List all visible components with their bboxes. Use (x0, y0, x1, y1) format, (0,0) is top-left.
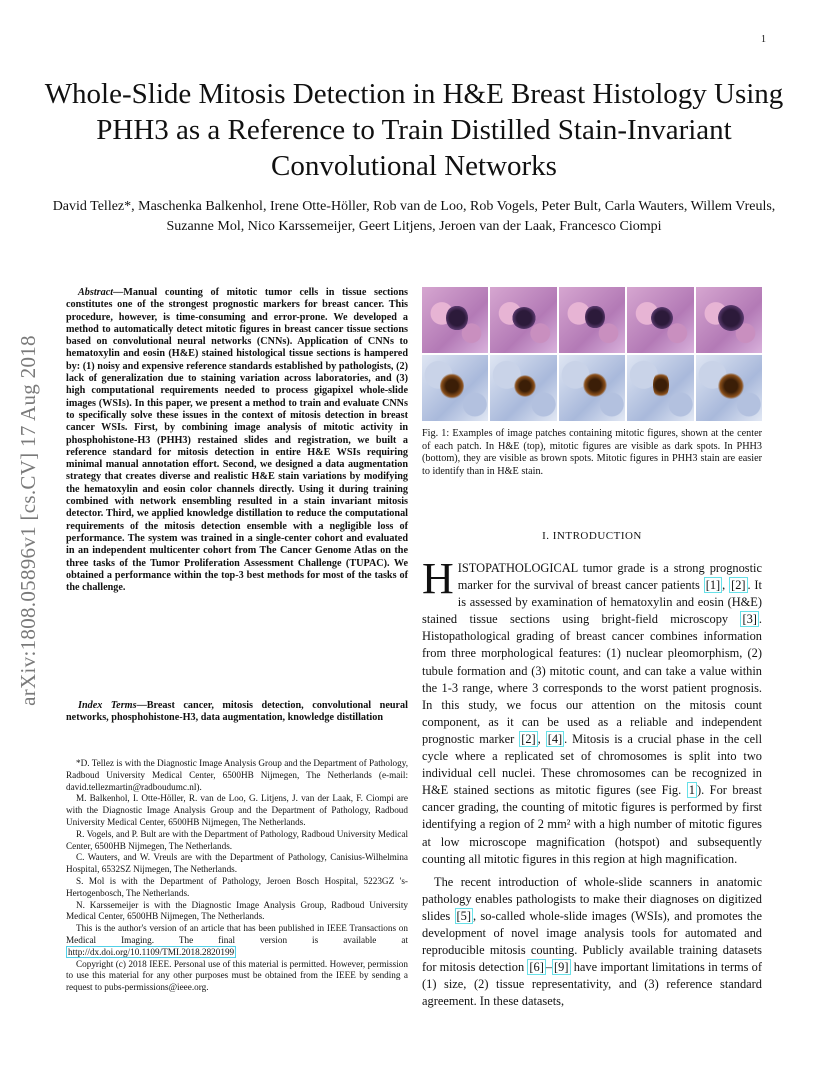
citation-link[interactable]: [3] (742, 612, 757, 627)
intro-text: , (722, 578, 730, 593)
citation-link[interactable]: [9] (554, 960, 569, 975)
introduction-body (422, 554, 763, 1010)
mitotic-figure (718, 305, 744, 331)
citation-link[interactable]: [5] (456, 908, 471, 923)
intro-text: ISTOPATHOLOGICAL tumor grade is a strong prognostic marker for the survival of breast cancer patients (457, 561, 762, 593)
he-patch (422, 287, 488, 353)
figure-1-image-patches (422, 287, 762, 421)
intro-paragraph (422, 554, 763, 868)
intro-text: . Histopathological grading of breast cancer combines information from three morphological features: (1) nuclear pleomorphism, (2) tubule formation and (3) mitotic count, and can take a value within the 1-3 range, where 3 corresponds to the worst patient prognosis. In this study, we focus our attention on the mitosis count component, as it can be used as a reliable and independent prognostic marker (422, 612, 762, 746)
author-list: David Tellez*, Maschenka Balkenhol, Irene Otte-Höller, Rob van de Loo, Rob Vogels, Peter Bult, Carla Wauters, Willem Vreuls, Suzanne Mol, Nico Karssemeijer, Geert Litjens, Jeroen van der Laak, Francesco Ciompi (52, 199, 776, 234)
mitotic-figure (653, 371, 669, 399)
citation-link[interactable]: [2] (521, 731, 536, 746)
mitotic-figure (583, 373, 607, 397)
abstract-text: —Manual counting of mitotic tumor cells in tissue sections constitutes one of the strongest prognostic markers for breast cancer. This procedure, however, is time-consuming and error-prone. We developed a method to automatically detect mitotic figures in breast cancer tissue sections based on convolutional neural networks (CNNs). Application of CNNs to hematoxylin and eosin (H&E) stained histological tissue sections is hampered by: (1) noisy and expensive reference standards established by pathologists, (2) lack of generalization due to staining variation across laboratories, and (3) high computational requirements needed to process gigapixel whole-slide images (WSIs). In this paper, we present a method to train and evaluate CNNs to specifically solve these issues in the context of mitosis detection in breast cancer WSIs. First, by combining image analysis of mitotic activity in phosphohistone-H3 (PHH3) restained slides and registration, we built a reference standard for mitosis detection in entire H&E WSIs requiring minimal manual annotation effort. Second, we designed a data augmentation strategy that creates diverse and realistic H&E stain variations by modifying the hematoxylin and eosin color channels directly. Using it during training combined with network ensembling resulted in a stain invariant mitosis detector. Third, we applied knowledge distillation to reduce the computational requirements of the mitosis detection ensemble with a negligible loss of performance. The system was trained in a single-center cohort and evaluated in an independent multicenter cohort from The Cancer Genome Atlas on the three tasks of the Tumor Proliferation Assessment Challenge (TUPAC). We obtained a performance within the top-3 best methods for most of the tasks of the challenge. (66, 287, 408, 594)
mitotic-figure (514, 375, 536, 397)
intro-text: , (537, 731, 546, 746)
citation-link[interactable]: [1] (705, 578, 721, 593)
intro-text: . It is assessed by examination of hematoxylin and eosin (H&E) stained tissue sections using bright-field microscopy (422, 578, 762, 627)
paper-title: Whole-Slide Mitosis Detection in H&E Breast Histology Using PHH3 as a Reference to Train Distilled Stain-Invariant Convolutional Networks (44, 78, 784, 182)
index-terms-text: —Breast cancer, mitosis detection, convolutional neural networks, phosphohistone-H3, data augmentation, knowledge distillation (66, 700, 408, 724)
phh3-patch (422, 355, 488, 421)
index-terms (66, 700, 408, 725)
intro-text: , so-called whole-slide images (WSIs), and promotes the development of novel image analysis tools for automated and reproducible mitosis counting. Publicly available training datasets for mitosis detection (422, 908, 762, 975)
mitotic-figure (585, 305, 605, 329)
arxiv-identifier-text: arXiv:1808.05896v1 [cs.CV] 17 Aug 2018 (15, 334, 40, 706)
citation-link[interactable]: [4] (547, 731, 563, 746)
mitotic-figure (718, 373, 744, 399)
he-patch (696, 287, 762, 353)
index-terms-lead: Index Terms (78, 700, 137, 711)
figure-link[interactable]: 1 (688, 783, 695, 798)
phh3-patch (490, 355, 556, 421)
footnote: M. Balkenhol, I. Otte-Höller, R. van de Loo, G. Litjens, J. van der Laak, F. Ciompi are with the Diagnostic Image Analysis Group and the Department of Pathology, Radboud University Medical Center, 6500HB Nijmegen, The Netherlands. (66, 793, 408, 827)
he-patch (559, 287, 625, 353)
intro-text: . Mitosis is a crucial phase in the cell cycle where a replicated set of chromosomes is split into two individual cell nuclei. These chromosomes can be recognized in H&E stained sections as mitotic figures (see Fig. (422, 731, 763, 798)
citation-link[interactable]: [2] (731, 578, 746, 593)
mitotic-figure (512, 307, 536, 329)
intro-text: The recent introduction of whole-slide scanners in anatomic pathology enables pathologists to make their diagnoses on digitized slides (422, 874, 762, 923)
abstract-lead: Abstract (78, 287, 114, 298)
he-patch (490, 287, 556, 353)
phh3-patch (559, 355, 625, 421)
footnote-text: This is the author's version of an article that has been published in IEEE Transactions on Medical Imaging. The final version is available at (66, 923, 408, 945)
figure-caption: Fig. 1: Examples of image patches containing mitotic figures, shown at the center of each patch. In H&E (top), mitotic figures are visible as dark spots. In PHH3 (bottom), they are visible as brown spots. Mitotic figures in PHH3 stain are easier to identify than in H&E stain. (422, 428, 762, 477)
phh3-patch (696, 355, 762, 421)
footnote: R. Vogels, and P. Bult are with the Department of Pathology, Radboud University Medical Center, 6500HB Nijmegen, The Netherlands. (66, 828, 408, 851)
phh3-patch (627, 355, 693, 421)
intro-text: ). For breast cancer grading, the counting of mitotic figures is performed by first identifying a region of 2 mm² with a high number of mitotic figures at low microscope magnification (hotspot) and subsequently counting all mitotic figures in this region at high magnification. (422, 783, 762, 866)
footnote: S. Mol is with the Department of Pathology, Jeroen Bosch Hospital, 5223GZ 's-Hertogenbosch, The Netherlands. (66, 875, 408, 898)
footnote: *D. Tellez is with the Diagnostic Image Analysis Group and the Department of Pathology, Radboud University Medical Center, 6500HB Nijmegen, The Netherlands (e-mail: david.tellezmartin@radboudumc.nl). (66, 758, 408, 792)
abstract (66, 287, 408, 594)
mitotic-figure (446, 305, 468, 331)
footnote: C. Wauters, and W. Vreuls are with the Department of Pathology, Canisius-Wilhelmina Hospital, 6532SZ Nijmegen, The Netherlands. (66, 852, 408, 875)
he-patch (627, 287, 693, 353)
doi-link[interactable]: http://dx.doi.org/10.1109/TMI.2018.2820199 (68, 946, 235, 957)
drop-cap: H (422, 554, 454, 603)
footnote: Copyright (c) 2018 IEEE. Personal use of this material is permitted. However, permission to use this material for any other purposes must be obtained from the IEEE by sending a request to pubs-permissions@ieee.org. (66, 958, 408, 993)
citation-link[interactable]: [6] (529, 960, 544, 975)
footnote (66, 923, 408, 958)
arxiv-identifier-stamp (8, 280, 48, 760)
affiliation-footnotes (66, 758, 408, 994)
mitotic-figure (440, 373, 464, 399)
mitotic-figure (651, 307, 673, 329)
footnote: N. Karssemeijer is with the Diagnostic Image Analysis Group, Radboud University Medical Center, 6500HB Nijmegen, The Netherlands. (66, 899, 408, 922)
intro-text: have important limitations in terms of (1) size, (2) tissue representativity, and (3) reference standard agreement. In these datasets, (422, 960, 762, 1009)
intro-text: – (545, 960, 553, 975)
page-number: 1 (761, 34, 766, 45)
section-heading: I. INTRODUCTION (542, 530, 642, 542)
intro-paragraph (422, 874, 762, 1011)
